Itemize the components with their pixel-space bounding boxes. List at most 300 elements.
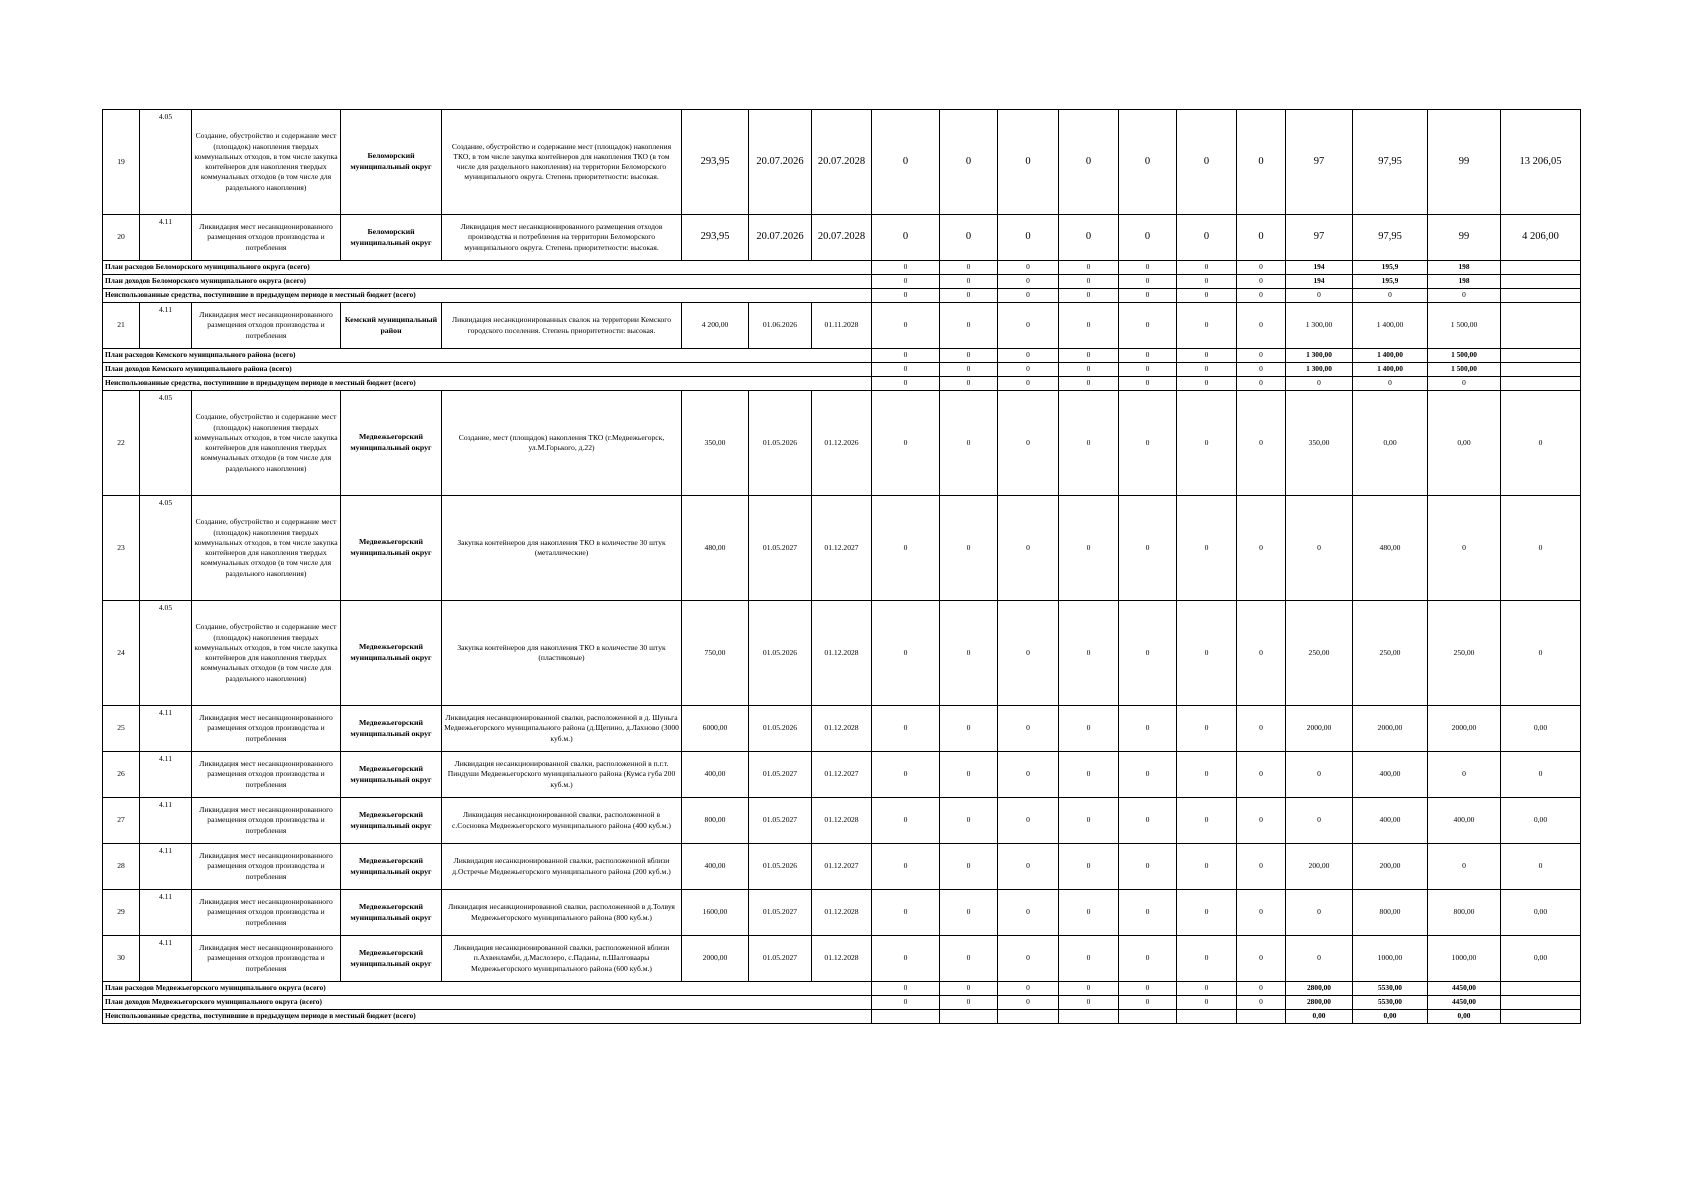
summary-row [103,996,1581,1010]
project-description: Ликвидация мест несанкционированного размещения отходов производства и потребления на территории Беломорского муниципального округа. Степень приоритетности: высокая. [442,215,682,261]
year2-amount: 400,00 [1353,752,1428,798]
funding-cell: 0 [940,601,998,706]
summary-funding-cell: 0 [940,982,998,996]
summary-year3: 4450,00 [1428,982,1501,996]
table-row [103,215,1581,261]
summary-year1: 0,00 [1286,1010,1353,1024]
summary-year2: 1 400,00 [1353,363,1428,377]
funding-cell: 0 [872,110,940,215]
year3-amount: 0,00 [1428,391,1501,496]
summary-funding-cell: 0 [940,289,998,303]
funding-cell: 0 [998,391,1059,496]
summary-funding-cell: 0 [998,363,1059,377]
summary-funding-cell: 0 [1119,982,1177,996]
funding-cell: 0 [998,936,1059,982]
table-row [103,798,1581,844]
total-cost: 2000,00 [682,936,749,982]
funding-cell: 0 [1237,798,1286,844]
table-row [103,110,1581,215]
measure-code: 4.05 [140,110,192,215]
year2-amount: 480,00 [1353,496,1428,601]
start-date: 01.05.2026 [749,844,812,890]
summary-year2: 0 [1353,289,1428,303]
total-cost: 800,00 [682,798,749,844]
funding-cell: 0 [1059,706,1119,752]
year2-amount: 400,00 [1353,798,1428,844]
funding-cell: 0 [1177,601,1237,706]
funding-cell: 0 [1177,215,1237,261]
municipality-name: Медвежьегорский муниципальный округ [341,890,442,936]
year2-amount: 2000,00 [1353,706,1428,752]
end-date: 01.12.2028 [812,798,872,844]
summary-funding-cell: 0 [1237,377,1286,391]
funding-cell: 0 [998,601,1059,706]
funding-cell: 0 [872,391,940,496]
funding-cell: 0 [998,110,1059,215]
summary-year3: 4450,00 [1428,996,1501,1010]
year3-amount: 800,00 [1428,890,1501,936]
funding-cell: 0 [940,798,998,844]
summary-funding-cell: 0 [1059,377,1119,391]
funding-cell: 0 [872,844,940,890]
funding-cell: 0 [940,752,998,798]
summary-funding-cell [998,1010,1059,1024]
row-number: 28 [103,844,140,890]
funding-cell: 0 [1119,844,1177,890]
extra-amount: 0,00 [1501,798,1581,844]
summary-funding-cell: 0 [1177,377,1237,391]
funding-cell: 0 [1177,890,1237,936]
funding-cell: 0 [1177,110,1237,215]
summary-funding-cell [1059,1010,1119,1024]
summary-funding-cell: 0 [940,996,998,1010]
summary-funding-cell: 0 [872,377,940,391]
measure-name: Ликвидация мест несанкционированного размещения отходов производства и потребления [192,752,341,798]
project-description: Создание, обустройство и содержание мест (площадок) накопления ТКО, в том числе закупка контейнеров для накопления ТКО (в том числе для раздельного накопления) на территории Беломорского муниципального округа. Степень приоритетности: высокая. [442,110,682,215]
funding-cell: 0 [872,752,940,798]
year2-amount: 250,00 [1353,601,1428,706]
year3-amount: 0 [1428,752,1501,798]
start-date: 01.05.2027 [749,798,812,844]
funding-cell: 0 [1119,890,1177,936]
project-description: Ликвидация несанкционированной свалки, расположенной вблизи д.Остречье Медвежьегорского муниципального района (200 куб.м.) [442,844,682,890]
year1-amount: 250,00 [1286,601,1353,706]
summary-funding-cell: 0 [872,349,940,363]
summary-funding-cell: 0 [872,289,940,303]
funding-cell: 0 [1237,110,1286,215]
measure-code: 4.11 [140,752,192,798]
summary-label: План доходов Медвежьегорского муниципального округа (всего) [103,996,872,1010]
summary-extra [1501,349,1581,363]
summary-extra [1501,996,1581,1010]
summary-funding-cell: 0 [940,363,998,377]
funding-cell: 0 [1237,215,1286,261]
year2-amount: 800,00 [1353,890,1428,936]
year3-amount: 1 500,00 [1428,303,1501,349]
funding-cell: 0 [872,936,940,982]
row-number: 22 [103,391,140,496]
summary-funding-cell: 0 [872,275,940,289]
summary-year2: 195,9 [1353,261,1428,275]
funding-cell: 0 [940,391,998,496]
funding-cell: 0 [1059,391,1119,496]
funding-cell: 0 [998,844,1059,890]
funding-cell: 0 [998,706,1059,752]
end-date: 01.12.2028 [812,601,872,706]
funding-cell: 0 [998,890,1059,936]
summary-funding-cell: 0 [1177,261,1237,275]
funding-cell: 0 [1177,936,1237,982]
summary-extra [1501,363,1581,377]
funding-cell: 0 [940,303,998,349]
municipality-name: Медвежьегорский муниципальный округ [341,844,442,890]
total-cost: 4 200,00 [682,303,749,349]
funding-cell: 0 [1119,391,1177,496]
summary-year2: 1 400,00 [1353,349,1428,363]
table-row [103,303,1581,349]
measure-code: 4.05 [140,391,192,496]
funding-cell: 0 [1059,752,1119,798]
summary-funding-cell: 0 [1177,289,1237,303]
total-cost: 1600,00 [682,890,749,936]
funding-cell: 0 [1119,706,1177,752]
funding-cell: 0 [998,798,1059,844]
summary-funding-cell: 0 [1237,349,1286,363]
funding-cell: 0 [1119,936,1177,982]
summary-funding-cell: 0 [1237,289,1286,303]
year1-amount: 350,00 [1286,391,1353,496]
extra-amount: 0 [1501,496,1581,601]
funding-cell: 0 [998,303,1059,349]
funding-cell: 0 [872,601,940,706]
summary-year1: 1 300,00 [1286,349,1353,363]
summary-year1: 2800,00 [1286,996,1353,1010]
municipality-name: Беломорский муниципальный округ [341,215,442,261]
summary-year1: 194 [1286,275,1353,289]
funding-cell: 0 [1177,798,1237,844]
municipality-name: Медвежьегорский муниципальный округ [341,936,442,982]
funding-cell: 0 [1177,303,1237,349]
funding-cell: 0 [1119,752,1177,798]
extra-amount: 0,00 [1501,936,1581,982]
summary-funding-cell [872,1010,940,1024]
measure-name: Ликвидация мест несанкционированного размещения отходов производства и потребления [192,798,341,844]
end-date: 20.07.2028 [812,215,872,261]
summary-year3: 0 [1428,289,1501,303]
project-description: Ликвидация несанкционированной свалки, расположенной в п.г.т. Пиндуши Медвежьегорского муниципального района (Кумса губа 200 куб.м.) [442,752,682,798]
start-date: 01.05.2026 [749,601,812,706]
row-number: 19 [103,110,140,215]
funding-cell: 0 [1059,890,1119,936]
funding-cell: 0 [872,496,940,601]
summary-funding-cell: 0 [872,982,940,996]
summary-funding-cell: 0 [872,261,940,275]
funding-cell: 0 [940,496,998,601]
summary-funding-cell: 0 [1059,982,1119,996]
row-number: 24 [103,601,140,706]
summary-funding-cell: 0 [998,996,1059,1010]
total-cost: 750,00 [682,601,749,706]
funding-cell: 0 [872,303,940,349]
summary-year2: 5530,00 [1353,996,1428,1010]
measure-code: 4.11 [140,936,192,982]
table-row [103,752,1581,798]
table-row [103,496,1581,601]
summary-funding-cell: 0 [1119,377,1177,391]
measure-code: 4.11 [140,844,192,890]
funding-cell: 0 [1237,844,1286,890]
funding-cell: 0 [1119,110,1177,215]
start-date: 20.07.2026 [749,110,812,215]
year2-amount: 1 400,00 [1353,303,1428,349]
year2-amount: 97,95 [1353,110,1428,215]
summary-year1: 0 [1286,289,1353,303]
municipality-name: Медвежьегорский муниципальный округ [341,752,442,798]
summary-funding-cell: 0 [1059,275,1119,289]
summary-extra [1501,275,1581,289]
measure-code: 4.05 [140,496,192,601]
extra-amount: 0 [1501,601,1581,706]
summary-funding-cell: 0 [1177,363,1237,377]
municipality-name: Медвежьегорский муниципальный округ [341,798,442,844]
start-date: 01.05.2027 [749,496,812,601]
summary-funding-cell: 0 [872,363,940,377]
funding-cell: 0 [1059,936,1119,982]
summary-year2: 0,00 [1353,1010,1428,1024]
funding-cell: 0 [1119,798,1177,844]
summary-funding-cell: 0 [1237,363,1286,377]
summary-year1: 2800,00 [1286,982,1353,996]
summary-funding-cell: 0 [998,261,1059,275]
measure-name: Ликвидация мест несанкционированного размещения отходов производства и потребления [192,215,341,261]
summary-funding-cell: 0 [998,982,1059,996]
table-row [103,391,1581,496]
start-date: 01.06.2026 [749,303,812,349]
extra-amount: 0,00 [1501,890,1581,936]
funding-cell: 0 [1059,110,1119,215]
year2-amount: 200,00 [1353,844,1428,890]
funding-cell: 0 [1119,215,1177,261]
summary-year1: 194 [1286,261,1353,275]
summary-funding-cell: 0 [1119,996,1177,1010]
summary-extra [1501,982,1581,996]
table-row [103,890,1581,936]
year1-amount: 0 [1286,890,1353,936]
funding-cell: 0 [1237,496,1286,601]
funding-cell: 0 [998,496,1059,601]
row-number: 30 [103,936,140,982]
summary-extra [1501,261,1581,275]
table-row [103,936,1581,982]
municipality-name: Медвежьегорский муниципальный округ [341,391,442,496]
extra-amount: 4 206,00 [1501,215,1581,261]
start-date: 01.05.2027 [749,752,812,798]
funding-cell: 0 [940,844,998,890]
summary-year3: 198 [1428,275,1501,289]
end-date: 20.07.2028 [812,110,872,215]
start-date: 20.07.2026 [749,215,812,261]
funding-cell: 0 [1059,303,1119,349]
extra-amount: 0 [1501,752,1581,798]
funding-cell: 0 [1119,496,1177,601]
summary-row [103,377,1581,391]
summary-funding-cell: 0 [1237,261,1286,275]
summary-funding-cell: 0 [940,377,998,391]
funding-cell: 0 [1059,601,1119,706]
funding-cell: 0 [1177,752,1237,798]
project-description: Создание, мест (площадок) накопления ТКО (г.Медвежьегорск, ул.М.Горького, д.22) [442,391,682,496]
measure-code: 4.05 [140,601,192,706]
year1-amount: 0 [1286,798,1353,844]
row-number: 29 [103,890,140,936]
measure-name: Ликвидация мест несанкционированного размещения отходов производства и потребления [192,844,341,890]
measure-name: Ликвидация мест несанкционированного размещения отходов производства и потребления [192,303,341,349]
table-row [103,601,1581,706]
summary-row [103,1010,1581,1024]
summary-label: Неиспользованные средства, поступившие в предыдущем периоде в местный бюджет (всего) [103,289,872,303]
measure-name: Ликвидация мест несанкционированного размещения отходов производства и потребления [192,890,341,936]
end-date: 01.11.2028 [812,303,872,349]
summary-funding-cell: 0 [1119,349,1177,363]
project-description: Ликвидация несанкционированной свалки, расположенной вблизи п.Ахвенламби, д.Маслозеро, с.Паданы, п.Шалговаары Медвежьегорского муниципального района (600 куб.м.) [442,936,682,982]
project-description: Ликвидация несанкционированных свалок на территории Кемского городского поселения. Степень приоритетности: высокая. [442,303,682,349]
funding-cell: 0 [1119,303,1177,349]
summary-funding-cell: 0 [1059,289,1119,303]
funding-cell: 0 [872,798,940,844]
start-date: 01.05.2027 [749,890,812,936]
summary-funding-cell [1177,1010,1237,1024]
year2-amount: 0,00 [1353,391,1428,496]
total-cost: 6000,00 [682,706,749,752]
funding-cell: 0 [1237,936,1286,982]
row-number: 25 [103,706,140,752]
funding-cell: 0 [1237,752,1286,798]
summary-funding-cell: 0 [998,289,1059,303]
funding-cell: 0 [1237,391,1286,496]
summary-row [103,982,1581,996]
measure-code: 4.11 [140,303,192,349]
summary-label: План расходов Кемского муниципального района (всего) [103,349,872,363]
measure-name: Создание, обустройство и содержание мест (площадок) накопления твердых коммунальных отходов, в том числе закупка контейнеров для накопления твердых коммунальных отходов (в том числе для раздельного накопления) [192,391,341,496]
municipality-name: Беломорский муниципальный округ [341,110,442,215]
summary-row [103,261,1581,275]
summary-funding-cell: 0 [1177,982,1237,996]
end-date: 01.12.2027 [812,752,872,798]
table-row [103,706,1581,752]
funding-cell: 0 [872,215,940,261]
summary-funding-cell: 0 [1059,363,1119,377]
funding-cell: 0 [1177,496,1237,601]
summary-funding-cell: 0 [1059,996,1119,1010]
extra-amount [1501,303,1581,349]
funding-cell: 0 [998,215,1059,261]
measure-code: 4.11 [140,215,192,261]
measure-code: 4.11 [140,706,192,752]
funding-cell: 0 [1059,496,1119,601]
project-description: Ликвидация несанкционированной свалки, расположенной в с.Сосновка Медвежьегорского муниципального района (400 куб.м.) [442,798,682,844]
summary-funding-cell [1237,1010,1286,1024]
total-cost: 400,00 [682,844,749,890]
funding-cell: 0 [1237,890,1286,936]
summary-year2: 0 [1353,377,1428,391]
year1-amount: 0 [1286,752,1353,798]
summary-extra [1501,1010,1581,1024]
end-date: 01.12.2027 [812,844,872,890]
year3-amount: 1000,00 [1428,936,1501,982]
summary-year1: 0 [1286,377,1353,391]
year1-amount: 0 [1286,936,1353,982]
summary-row [103,275,1581,289]
row-number: 21 [103,303,140,349]
municipality-name: Кемский муниципальный район [341,303,442,349]
measure-code: 4.11 [140,798,192,844]
summary-funding-cell: 0 [998,377,1059,391]
total-cost: 480,00 [682,496,749,601]
funding-cell: 0 [940,215,998,261]
funding-cell: 0 [940,706,998,752]
extra-amount: 0,00 [1501,706,1581,752]
summary-funding-cell [1119,1010,1177,1024]
funding-cell: 0 [872,706,940,752]
measure-name: Создание, обустройство и содержание мест (площадок) накопления твердых коммунальных отходов, в том числе закупка контейнеров для накопления твердых коммунальных отходов (в том числе для раздельного накопления) [192,601,341,706]
summary-funding-cell: 0 [940,275,998,289]
summary-year3: 0,00 [1428,1010,1501,1024]
row-number: 20 [103,215,140,261]
summary-extra [1501,377,1581,391]
summary-funding-cell: 0 [1237,996,1286,1010]
municipality-name: Медвежьегорский муниципальный округ [341,496,442,601]
summary-funding-cell: 0 [1059,349,1119,363]
summary-label: План доходов Кемского муниципального района (всего) [103,363,872,377]
funding-cell: 0 [998,752,1059,798]
summary-funding-cell: 0 [940,349,998,363]
extra-amount: 0 [1501,391,1581,496]
funding-cell: 0 [1237,706,1286,752]
summary-year1: 1 300,00 [1286,363,1353,377]
start-date: 01.05.2027 [749,936,812,982]
summary-label: План расходов Беломорского муниципального округа (всего) [103,261,872,275]
summary-funding-cell: 0 [1177,275,1237,289]
municipality-name: Медвежьегорский муниципальный округ [341,706,442,752]
summary-row [103,289,1581,303]
summary-funding-cell: 0 [940,261,998,275]
total-cost: 293,95 [682,110,749,215]
summary-label: Неиспользованные средства, поступившие в предыдущем периоде в местный бюджет (всего) [103,377,872,391]
funding-cell: 0 [1119,601,1177,706]
year1-amount: 2000,00 [1286,706,1353,752]
start-date: 01.05.2026 [749,706,812,752]
summary-extra [1501,289,1581,303]
project-description: Закупка контейнеров для накопления ТКО в количестве 30 штук (металлические) [442,496,682,601]
row-number: 26 [103,752,140,798]
summary-row [103,363,1581,377]
summary-row [103,349,1581,363]
funding-cell: 0 [1237,601,1286,706]
summary-funding-cell: 0 [998,349,1059,363]
project-description: Закупка контейнеров для накопления ТКО в количестве 30 штук (пластиковые) [442,601,682,706]
summary-funding-cell: 0 [1119,275,1177,289]
summary-funding-cell: 0 [1119,289,1177,303]
budget-plan-table [102,109,1581,1024]
year1-amount: 1 300,00 [1286,303,1353,349]
summary-label: План расходов Медвежьегорского муниципального округа (всего) [103,982,872,996]
extra-amount: 0 [1501,844,1581,890]
funding-cell: 0 [940,936,998,982]
end-date: 01.12.2028 [812,890,872,936]
measure-code: 4.11 [140,890,192,936]
total-cost: 400,00 [682,752,749,798]
summary-funding-cell: 0 [1119,363,1177,377]
